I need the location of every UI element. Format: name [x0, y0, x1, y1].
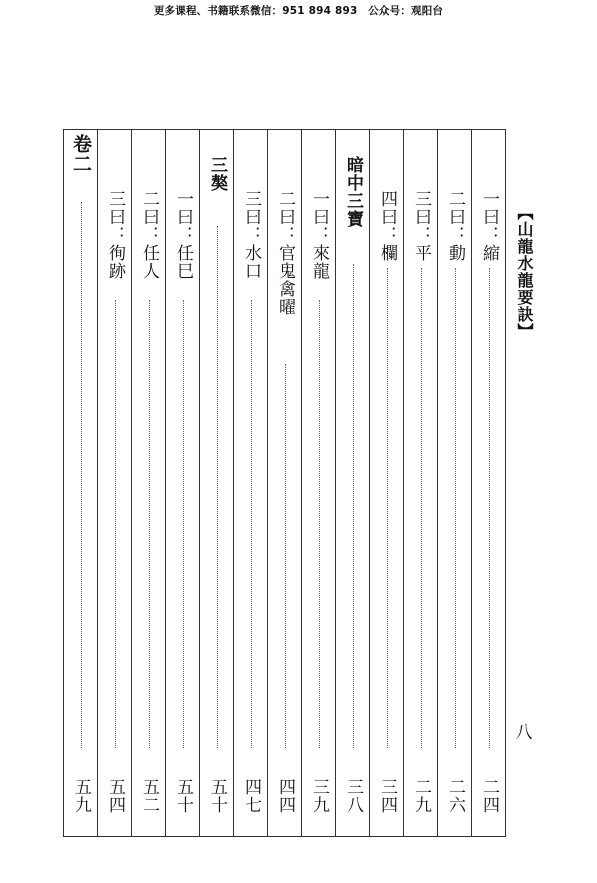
toc-section [199, 130, 233, 836]
toc-entry-page: 二四 [479, 778, 499, 814]
toc-entry-title: 二曰：任人 [139, 190, 159, 280]
toc-dot-leader [489, 268, 490, 748]
toc-dot-leader [251, 300, 252, 748]
toc-entry-page: 三四 [377, 778, 397, 814]
toc-entry [233, 130, 267, 836]
toc-entry-title: 一曰：任巳 [173, 190, 193, 280]
toc-dot-leader [285, 364, 286, 748]
toc-entry [165, 130, 199, 836]
toc-entry [369, 130, 403, 836]
toc-entry-title: 一曰：縮 [479, 190, 499, 262]
toc-entry-title: 二曰：官鬼禽曜 [275, 190, 295, 316]
toc-dot-leader [387, 268, 388, 748]
toc-section [335, 130, 369, 836]
toc-chapter-title: 卷二 [70, 134, 92, 174]
toc-dot-leader [319, 300, 320, 748]
toc-dot-leader [81, 202, 82, 748]
toc-entry-page: 三九 [309, 778, 329, 814]
toc-entry-title: 四曰：欄 [377, 190, 397, 262]
toc-entry-page: 五十 [207, 778, 227, 814]
toc-entry-page: 五四 [105, 778, 125, 814]
toc-dot-leader [183, 300, 184, 748]
toc-entry [267, 130, 301, 836]
toc-entry [403, 130, 437, 836]
toc-entry-page: 四四 [275, 778, 295, 814]
page-number: 八 [515, 723, 533, 743]
table-of-contents [63, 129, 506, 837]
toc-entry [97, 130, 131, 836]
toc-entry-page: 二六 [445, 778, 465, 814]
toc-entry-page: 五十 [173, 778, 193, 814]
toc-dot-leader [455, 268, 456, 748]
toc-entry-title: 二曰：動 [445, 190, 465, 262]
toc-dot-leader [217, 226, 218, 748]
toc-dot-leader [149, 300, 150, 748]
toc-section-title: 三獒 [207, 156, 227, 192]
toc-chapter [64, 130, 97, 836]
toc-section-title: 暗中三寶 [343, 156, 363, 228]
toc-entry [301, 130, 335, 836]
toc-dot-leader [115, 300, 116, 748]
book-title: 【山龍水龍要訣】 [515, 204, 534, 340]
toc-entry [471, 130, 505, 836]
toc-dot-leader [421, 268, 422, 748]
toc-entry-page: 二九 [411, 778, 431, 814]
toc-entry-title: 三曰：水口 [241, 190, 261, 280]
toc-entry-page: 三八 [343, 778, 363, 814]
toc-entry [437, 130, 471, 836]
toc-entry-title: 一曰：來龍 [309, 190, 329, 280]
toc-entry [131, 130, 165, 836]
page-header-watermark: 更多课程、书籍联系微信：951 894 893 公众号：观阳台 [153, 5, 444, 17]
toc-dot-leader [353, 264, 354, 748]
toc-entry-page: 五九 [71, 778, 91, 814]
toc-entry-page: 五二 [139, 778, 159, 814]
toc-entry-page: 四七 [241, 778, 261, 814]
toc-entry-title: 三曰：徇跡 [105, 190, 125, 280]
toc-entry-title: 三曰：平 [411, 190, 431, 262]
